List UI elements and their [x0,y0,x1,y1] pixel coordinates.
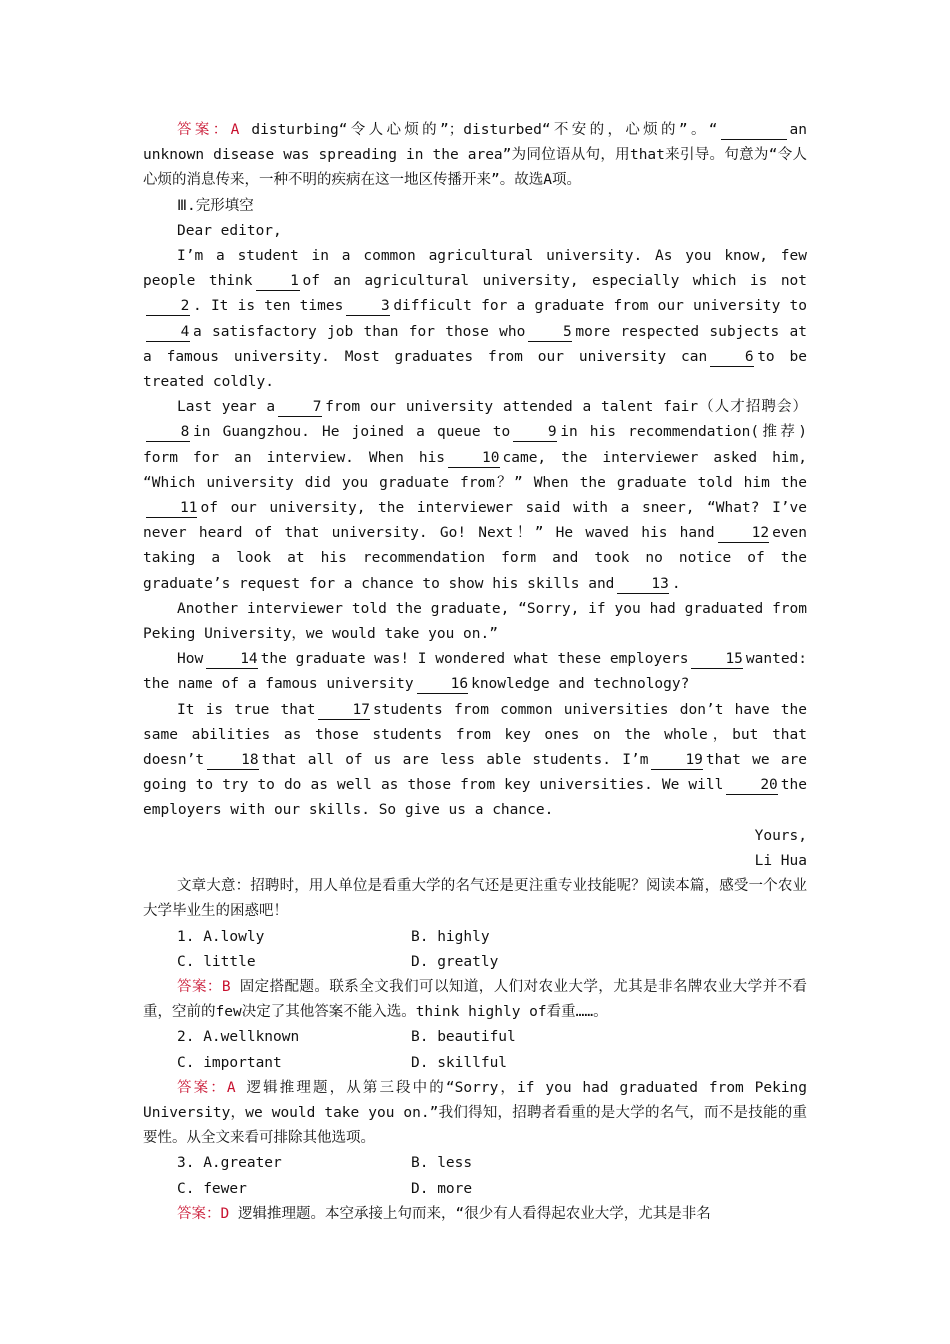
blank-2: 2 [146,297,190,316]
answer-block-3 [143,1202,807,1227]
answer-letter: A [226,1079,236,1096]
blank-6: 6 [710,348,754,367]
letter-paragraph-5: It is true that 17 students from common universities don’t have the same abilities as those students from key ones on the whole，but that doesn’t 18 that all of us are less able students. I’m 19 that we are going to try to do as well as those from key universities. We will 20 the employers with our skills. So give us a chance. [143,701,808,819]
blank-15: 15 [691,650,742,669]
document-page [143,118,807,1227]
blank-17: 17 [318,701,369,720]
answer-label: 答案： [177,122,231,138]
answer-letter: B [221,978,231,995]
letter-paragraph-4: How 14 the graduate was! I wondered what these employers 15 wanted: the name of a famous university 16 knowledge and technology? [143,651,808,693]
answer-explanation: disturbing“令人心烦的”；disturbed“不安的，心烦的”。“ [251,122,718,138]
letter-sign-off: Yours, [754,827,807,844]
blank-1: 1 [256,272,300,291]
blank-11: 11 [146,499,197,518]
answer-blank-line [721,121,787,140]
letter-paragraph-1: I’m a student in a common agricultural university. As you know, few people think 1 of an agricultural university, especially which is not2 . It is ten times 3 difficult for a graduate from our university to4 a satisfactory job than for those who 5 more respected subjects at a famous university. Most graduates from our university can 6 to be treated coldly. [143,248,808,391]
blank-8: 8 [146,423,190,442]
answer-explanation: an unknown disease was spreading in the area”为同位语从句，用that来引导。句意为“令人心烦的消息传来，一种不明的疾病在这一地区传播开来”。故选A项。 [143,122,808,189]
question-3-options-row-1: 3. A.greater B. less [177,1155,473,1172]
question-2-options-row-1: 2. A.wellknown B. beautiful [177,1029,516,1046]
blank-20: 20 [726,776,777,795]
question-1-options-row-1: 1. A.lowly B. highly [177,928,490,945]
blank-18: 18 [207,751,258,770]
article-summary: 文章大意：招聘时，用人单位是看重大学的名气还是更注重专业技能呢？阅读本篇，感受一个农业大学毕业生的困惑吧！ [143,878,807,920]
answer-explanation: 固定搭配题。联系全文我们可以知道，人们对农业大学，尤其是非名牌农业大学并不看重，空前的few决定了其他答案不能入选。think highly of看重……。 [143,978,808,1021]
blank-19: 19 [651,751,702,770]
answer-block-2 [143,1076,807,1152]
blank-12: 12 [718,524,769,543]
answer-explanation: 逻辑推理题。本空承接上句而来，“很少有人看得起农业大学，尤其是非名 [237,1205,711,1222]
answer-letter: A [230,122,240,138]
letter-signature: Li Hua [754,852,807,869]
letter-paragraph-3: Another interviewer told the graduate, “Sorry, if you had graduated from Peking University，we would take you on.” [143,600,807,643]
answer-letter: D [220,1205,230,1222]
question-1-options-row-2: C. little D. greatly [177,953,499,970]
answer-block-1 [143,975,807,1025]
blank-13: 13 [617,575,668,594]
letter-greeting: Dear editor, [177,222,282,239]
blank-16: 16 [417,675,468,694]
question-2-options-row-2: C. important D. skillful [177,1054,508,1071]
letter-paragraph-2: Last year a 7 from our university attended a talent fair（人才招聘会）8 in Guangzhou. He joined a queue to 9 in his recommendation(推荐) form for an interview. When his 10 came, the interviewer asked him, “Which university did you graduate from？” When the graduate told him the11 of our university, the interviewer said with a sneer, “What? I’ve never heard of that university. Go! Next！” He waved his hand 12 even taking a look at his recommendation form and took no notice of the graduate’s request for a chance to show his skills and 13 . [143,399,807,592]
blank-3: 3 [346,297,390,316]
question-3-options-row-2: C. fewer D. more [177,1180,473,1197]
answer-label: 答案： [177,978,222,995]
blank-7: 7 [278,398,322,417]
answer-label: 答案： [177,1205,221,1222]
answer-label: 答案： [177,1079,227,1096]
answer-block-0 [143,118,807,194]
blank-9: 9 [513,423,557,442]
blank-5: 5 [528,323,572,342]
answer-explanation: 逻辑推理题，从第三段中的“Sorry，if you had graduated from Peking University，we would take you on.”我们得知，招聘者看重的是大学的名气，而不是技能的重要性。从全文来看可排除其他选项。 [143,1079,808,1147]
section-title: Ⅲ.完形填空 [177,197,254,214]
blank-14: 14 [206,650,257,669]
blank-10: 10 [448,449,499,468]
blank-4: 4 [146,323,190,342]
